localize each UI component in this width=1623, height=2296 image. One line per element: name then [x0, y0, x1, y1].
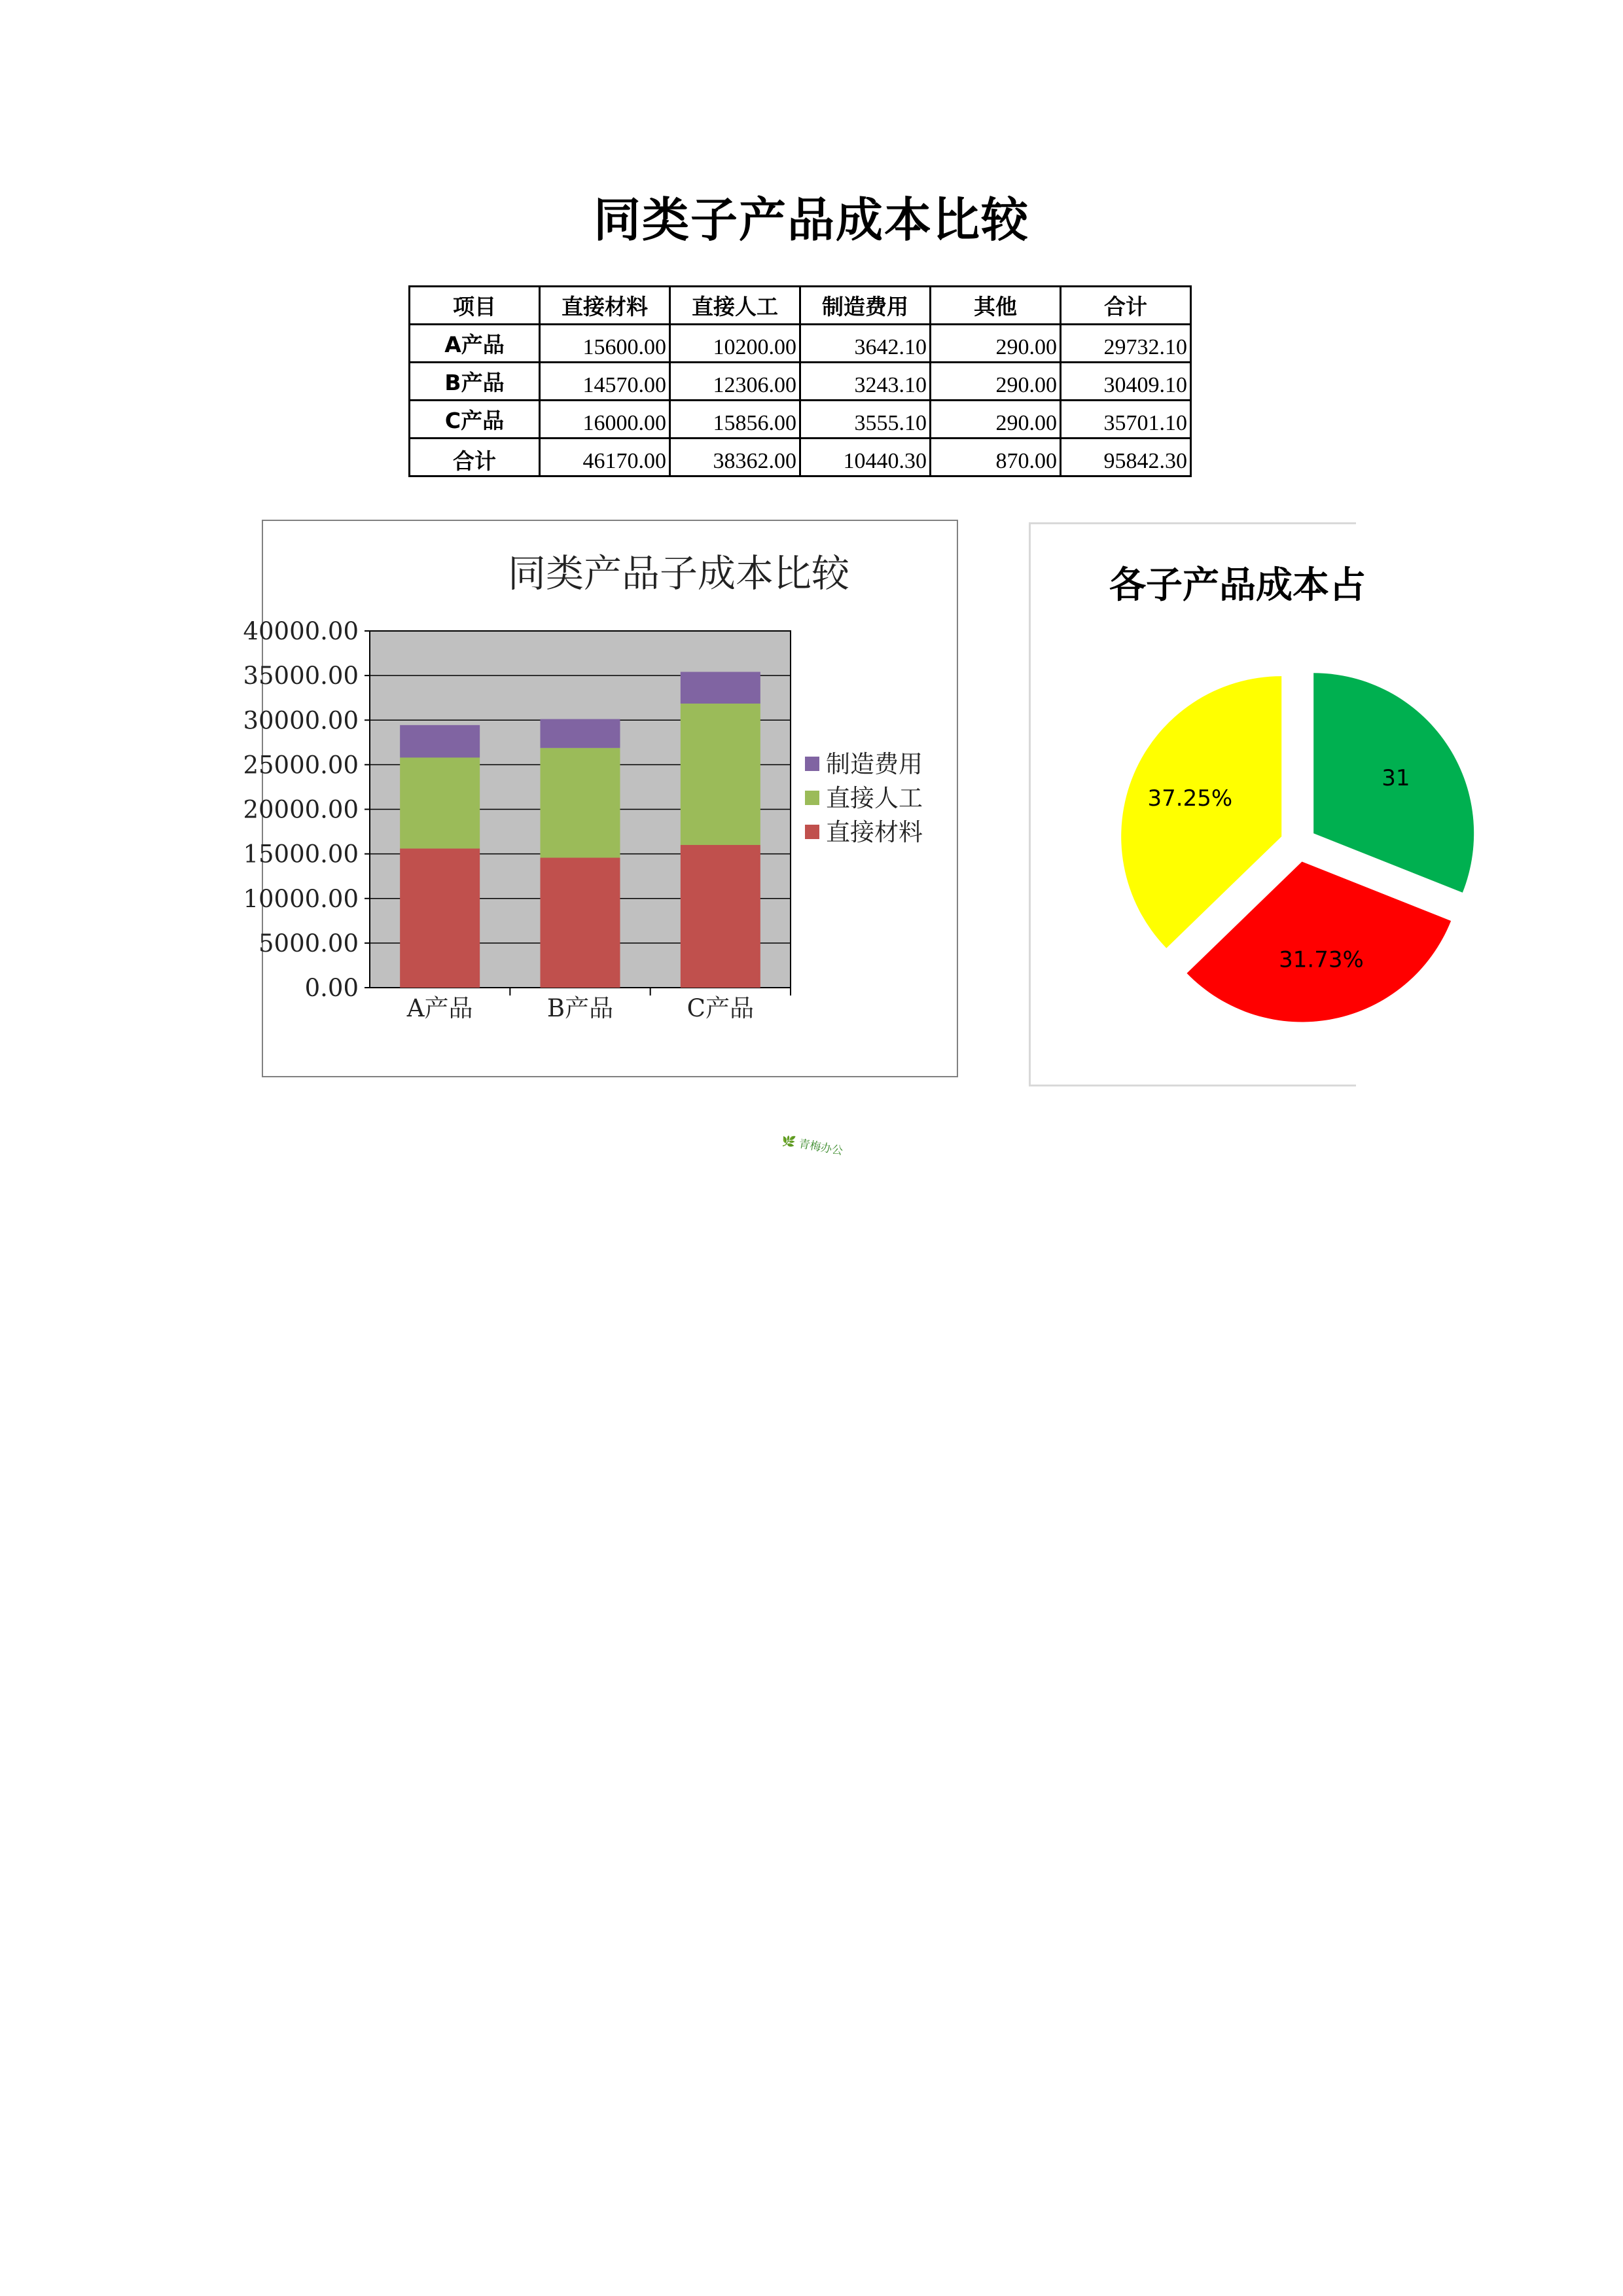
- table-cell: 290.00: [931, 325, 1061, 363]
- table-cell: 38362.00: [670, 439, 800, 476]
- table-header-cell: 直接材料: [540, 287, 670, 325]
- table-cell: 46170.00: [540, 439, 670, 476]
- table-header-cell: 合计: [1061, 287, 1191, 325]
- bar-chart-canvas: [243, 521, 957, 1076]
- table-cell: 15856.00: [670, 401, 800, 439]
- pie-data-label: 31: [1382, 764, 1410, 791]
- y-tick-label: 15000.00: [243, 840, 359, 869]
- x-tick-label: A产品: [406, 994, 473, 1022]
- table-header-cell: 其他: [931, 287, 1061, 325]
- table-cell: 10200.00: [670, 325, 800, 363]
- bar-segment: [541, 857, 620, 988]
- legend-label: 直接材料: [826, 818, 923, 846]
- table-row: [410, 325, 1191, 363]
- y-tick-label: 35000.00: [243, 662, 359, 691]
- table-header-row: [410, 287, 1191, 325]
- cost-table: [408, 285, 1192, 477]
- brand-logo: [781, 1131, 844, 1158]
- table-cell: 3555.10: [800, 401, 931, 439]
- pie-chart-canvas: [1031, 524, 1410, 1085]
- table-cell: 29732.10: [1061, 325, 1191, 363]
- table-cell: 870.00: [931, 439, 1061, 476]
- bar-segment: [400, 848, 480, 988]
- table-header-cell: 项目: [410, 287, 540, 325]
- bar-segment: [541, 719, 620, 748]
- y-tick-label: 40000.00: [243, 617, 359, 645]
- y-tick-label: 20000.00: [243, 795, 359, 824]
- chart-title: 同类产品子成本比较: [507, 551, 850, 596]
- table-header-cell: 制造费用: [800, 287, 931, 325]
- legend-swatch: [805, 791, 819, 805]
- legend-label: 直接人工: [826, 784, 923, 812]
- table-cell: 290.00: [931, 401, 1061, 439]
- bar-segment: [400, 725, 480, 758]
- x-tick-label: C产品: [687, 994, 754, 1022]
- pie-chart: [1029, 522, 1410, 1086]
- table-row: [410, 401, 1191, 439]
- table-cell: 14570.00: [540, 363, 670, 401]
- table-cell: 3642.10: [800, 325, 931, 363]
- table-row: [410, 363, 1191, 401]
- table-cell: 30409.10: [1061, 363, 1191, 401]
- page-title: 同类子产品成本比较: [593, 192, 1029, 247]
- bar-segment: [681, 704, 760, 845]
- table-cell: 35701.10: [1061, 401, 1191, 439]
- pie-data-label: 31.73%: [1279, 946, 1364, 973]
- table-header-cell: 直接人工: [670, 287, 800, 325]
- row-label: 合计: [410, 439, 540, 476]
- bar-segment: [681, 672, 760, 704]
- pie-chart-title: 各子产品成本占: [1109, 564, 1366, 607]
- legend-swatch: [805, 825, 819, 839]
- y-tick-label: 30000.00: [243, 706, 359, 735]
- row-label: C产品: [410, 401, 540, 439]
- stacked-bar-chart: [243, 520, 958, 1077]
- row-label: B产品: [410, 363, 540, 401]
- y-tick-label: 5000.00: [258, 929, 359, 958]
- leaf-icon: 🌿: [780, 1134, 797, 1150]
- table-cell: 3243.10: [800, 363, 931, 401]
- bar-segment: [541, 748, 620, 858]
- table-cell: 95842.30: [1061, 439, 1191, 476]
- table-total-row: [410, 439, 1191, 476]
- x-tick-label: B产品: [546, 994, 614, 1022]
- logo-text: 青梅办公: [798, 1137, 844, 1158]
- bar-segment: [400, 757, 480, 848]
- pie-data-label: 37.25%: [1147, 785, 1233, 812]
- table-cell: 290.00: [931, 363, 1061, 401]
- legend-label: 制造费用: [826, 750, 923, 778]
- table-cell: 10440.30: [800, 439, 931, 476]
- bar-segment: [681, 845, 760, 988]
- y-tick-label: 0.00: [304, 974, 359, 1002]
- y-tick-label: 10000.00: [243, 884, 359, 913]
- table-cell: 12306.00: [670, 363, 800, 401]
- table-cell: 16000.00: [540, 401, 670, 439]
- legend-swatch: [805, 757, 819, 771]
- row-label: A产品: [410, 325, 540, 363]
- table-cell: 15600.00: [540, 325, 670, 363]
- y-tick-label: 25000.00: [243, 751, 359, 780]
